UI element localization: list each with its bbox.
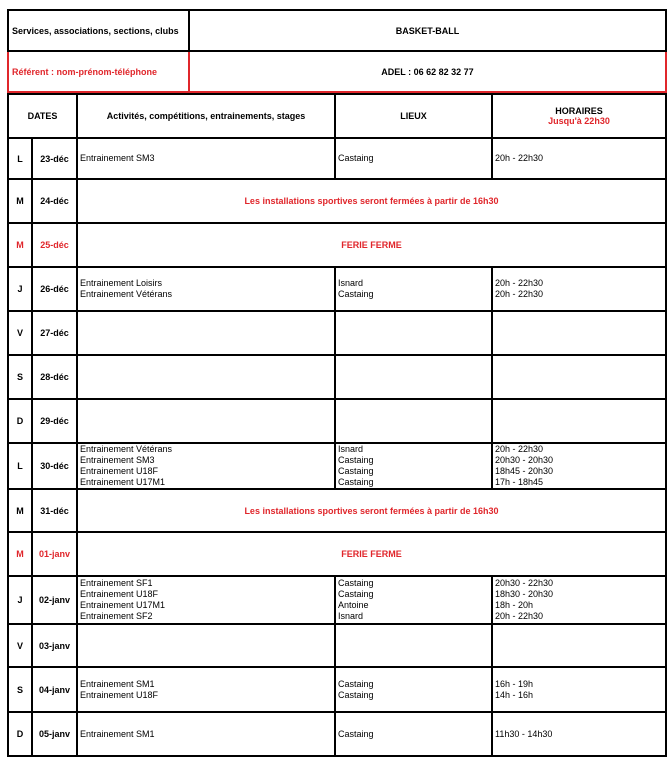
- activities-entry: Entrainement SM1: [80, 728, 155, 739]
- schedule-row: [8, 576, 666, 624]
- day-cell: S: [8, 355, 32, 399]
- schedule-row: [8, 179, 666, 223]
- hours-cell: [492, 267, 666, 311]
- col-places: LIEUX: [335, 94, 492, 138]
- date-cell: 30-déc: [32, 443, 77, 489]
- hours-entry: 20h - 22h30: [495, 289, 544, 299]
- closure-message: Les installations sportives seront fermées à partir de 16h30: [77, 179, 666, 223]
- hours-cell: [492, 311, 666, 355]
- referent-value: ADEL : 06 62 82 32 77: [189, 51, 666, 92]
- places-entry: Castaing: [338, 728, 374, 739]
- places-entry: Castaing: [338, 289, 374, 299]
- schedule-row: [8, 624, 666, 667]
- schedule-row: [8, 138, 666, 179]
- places-entry: Castaing: [338, 455, 374, 465]
- holiday-message: FERIE FERME: [77, 532, 666, 576]
- hours-entry: 20h30 - 22h30: [495, 578, 554, 588]
- day-cell: M: [8, 532, 32, 576]
- col-hours: [492, 94, 666, 138]
- activities-entry: Entrainement SF2: [80, 611, 153, 621]
- places-entry: Castaing: [338, 578, 374, 588]
- activities-entry: Entrainement Loisirs: [80, 278, 163, 288]
- hours-entry: 20h - 22h30: [495, 611, 544, 621]
- schedule-row: [8, 267, 666, 311]
- places-cell: [335, 712, 492, 756]
- header-table: [7, 9, 667, 93]
- col-dates: DATES: [8, 94, 77, 138]
- date-cell: 26-déc: [32, 267, 77, 311]
- places-entry: Isnard: [338, 611, 364, 621]
- date-cell: 05-janv: [32, 712, 77, 756]
- activities-entry: Entrainement Vétérans: [80, 444, 173, 454]
- places-entry: Isnard: [338, 278, 364, 288]
- hours-cell: [492, 443, 666, 489]
- date-cell: 01-janv: [32, 532, 77, 576]
- activities-cell: [77, 667, 335, 712]
- activities-entry: Entrainement U17M1: [80, 600, 166, 610]
- date-cell: 25-déc: [32, 223, 77, 267]
- schedule-row: [8, 712, 666, 756]
- activities-cell: [77, 355, 335, 399]
- hours-cell: [492, 667, 666, 712]
- places-entry: Castaing: [338, 153, 374, 163]
- hours-entry: 14h - 16h: [495, 689, 534, 700]
- places-cell: [335, 443, 492, 489]
- schedule-row: [8, 667, 666, 712]
- schedule-row: [8, 443, 666, 489]
- places-entry: Antoine: [338, 600, 369, 610]
- hours-entry: 16h - 19h: [495, 678, 534, 689]
- hours-entry: 20h30 - 20h30: [495, 455, 554, 465]
- schedule-row: [8, 399, 666, 443]
- activities-entry: Entrainement U18F: [80, 466, 159, 476]
- schedule-row: [8, 223, 666, 267]
- date-cell: 02-janv: [32, 576, 77, 624]
- activities-entry: Entrainement SM1: [80, 678, 155, 689]
- day-cell: D: [8, 712, 32, 756]
- activities-entry: Entrainement U18F: [80, 689, 159, 700]
- activities-cell: [77, 399, 335, 443]
- day-cell: M: [8, 179, 32, 223]
- col-hours-note: Jusqu'à 22h30: [548, 116, 610, 126]
- date-cell: 27-déc: [32, 311, 77, 355]
- hours-entry: 18h - 20h: [495, 600, 534, 610]
- places-cell: [335, 138, 492, 179]
- places-cell: [335, 399, 492, 443]
- activities-cell: [77, 712, 335, 756]
- hours-cell: [492, 138, 666, 179]
- day-cell: L: [8, 138, 32, 179]
- activities-cell: [77, 267, 335, 311]
- hours-entry: 17h - 18h45: [495, 477, 544, 487]
- activities-entry: Entrainement SF1: [80, 578, 153, 588]
- referent-label: Référent : nom-prénom-téléphone: [8, 51, 189, 92]
- schedule-row: [8, 532, 666, 576]
- date-cell: 31-déc: [32, 489, 77, 532]
- activities-entry: Entrainement U17M1: [80, 477, 166, 487]
- day-cell: M: [8, 223, 32, 267]
- day-cell: S: [8, 667, 32, 712]
- day-cell: J: [8, 267, 32, 311]
- hours-cell: [492, 624, 666, 667]
- activities-entry: Entrainement SM3: [80, 455, 155, 465]
- activities-cell: [77, 443, 335, 489]
- date-cell: 24-déc: [32, 179, 77, 223]
- col-hours-label: HORAIRES: [555, 106, 603, 116]
- places-cell: [335, 624, 492, 667]
- hours-entry: 11h30 - 14h30: [495, 728, 553, 739]
- activities-entry: Entrainement SM3: [80, 153, 155, 163]
- date-cell: 04-janv: [32, 667, 77, 712]
- places-entry: Castaing: [338, 689, 374, 700]
- places-cell: [335, 267, 492, 311]
- date-cell: 29-déc: [32, 399, 77, 443]
- category-label: Services, associations, sections, clubs: [8, 10, 189, 51]
- hours-entry: 20h - 22h30: [495, 444, 544, 454]
- hours-entry: 20h - 22h30: [495, 153, 544, 163]
- activities-cell: [77, 624, 335, 667]
- day-cell: V: [8, 311, 32, 355]
- hours-entry: 18h30 - 20h30: [495, 589, 554, 599]
- hours-cell: [492, 355, 666, 399]
- date-cell: 23-déc: [32, 138, 77, 179]
- places-entry: Castaing: [338, 466, 374, 476]
- places-cell: [335, 311, 492, 355]
- day-cell: V: [8, 624, 32, 667]
- activities-cell: [77, 138, 335, 179]
- schedule-row: [8, 311, 666, 355]
- day-cell: D: [8, 399, 32, 443]
- hours-entry: 20h - 22h30: [495, 278, 544, 288]
- col-activities: Activités, compétitions, entrainements, stages: [77, 94, 335, 138]
- hours-cell: [492, 399, 666, 443]
- schedule-row: [8, 489, 666, 532]
- places-entry: Castaing: [338, 589, 374, 599]
- schedule-table: [7, 93, 667, 757]
- activity-name: BASKET-BALL: [189, 10, 666, 51]
- hours-cell: [492, 576, 666, 624]
- hours-cell: [492, 712, 666, 756]
- date-cell: 28-déc: [32, 355, 77, 399]
- activities-cell: [77, 576, 335, 624]
- places-cell: [335, 355, 492, 399]
- day-cell: M: [8, 489, 32, 532]
- places-cell: [335, 576, 492, 624]
- hours-entry: 18h45 - 20h30: [495, 466, 554, 476]
- column-header-row: [8, 94, 666, 138]
- places-entry: Castaing: [338, 678, 374, 689]
- schedule-row: [8, 355, 666, 399]
- places-entry: Castaing: [338, 477, 374, 487]
- date-cell: 03-janv: [32, 624, 77, 667]
- activities-cell: [77, 311, 335, 355]
- day-cell: L: [8, 443, 32, 489]
- activities-entry: Entrainement U18F: [80, 589, 159, 599]
- holiday-message: FERIE FERME: [77, 223, 666, 267]
- closure-message: Les installations sportives seront fermées à partir de 16h30: [77, 489, 666, 532]
- places-entry: Isnard: [338, 444, 364, 454]
- activities-entry: Entrainement Vétérans: [80, 289, 173, 299]
- day-cell: J: [8, 576, 32, 624]
- places-cell: [335, 667, 492, 712]
